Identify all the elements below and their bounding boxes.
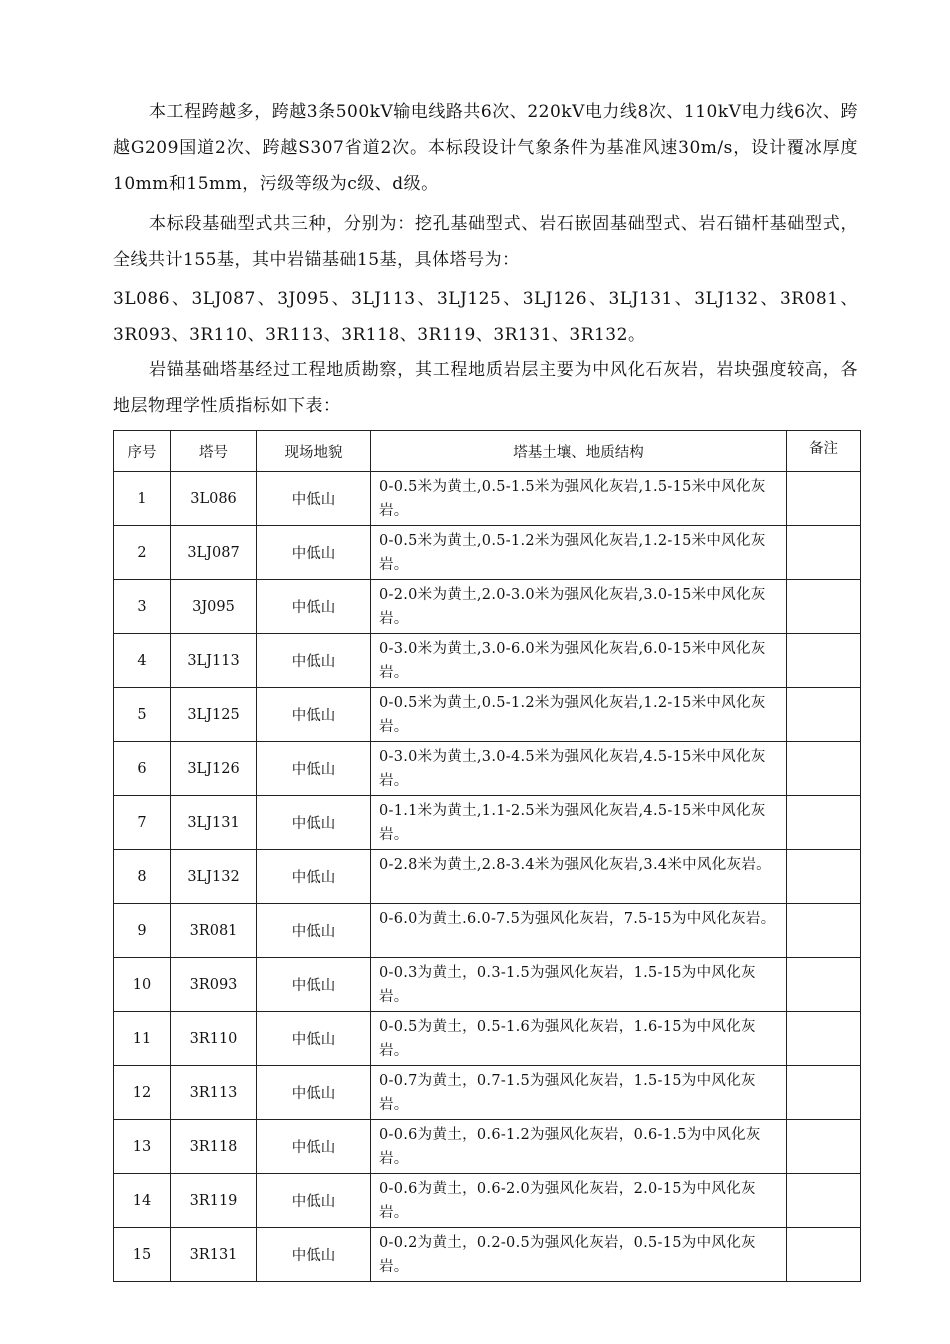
header-note: 备注 [787, 431, 861, 472]
cell-geology: 0-0.3为黄土，0.3-1.5为强风化灰岩，1.5-15为中风化灰岩。 [371, 958, 787, 1012]
cell-note [787, 958, 861, 1012]
table-header-row [114, 431, 861, 472]
cell-tower: 3LJ132 [171, 850, 257, 904]
cell-terrain: 中低山 [257, 1228, 371, 1282]
table-row [114, 1228, 861, 1282]
paragraph-foundation-types: 本标段基础型式共三种，分别为：挖孔基础型式、岩石嵌固基础型式、岩石锚杆基础型式，全线共计155基，其中岩锚基础15基，具体塔号为： [113, 214, 858, 270]
cell-terrain: 中低山 [257, 472, 371, 526]
paragraph-crossings: 本工程跨越多，跨越3条500kV输电线路共6次、220kV电力线8次、110kV电力线6次、跨越G209国道2次、跨越S307省道2次。本标段设计气象条件为基准风速30m/s，设计覆冰厚度10mm和15mm，污级等级为c级、d级。 [113, 102, 858, 194]
cell-note [787, 526, 861, 580]
cell-index: 12 [114, 1066, 171, 1120]
geology-table [113, 430, 861, 1282]
cell-terrain: 中低山 [257, 688, 371, 742]
cell-geology: 0-0.5为黄土，0.5-1.6为强风化灰岩，1.6-15为中风化灰岩。 [371, 1012, 787, 1066]
cell-note [787, 1120, 861, 1174]
cell-note [787, 1066, 861, 1120]
cell-tower: 3R081 [171, 904, 257, 958]
cell-tower: 3R113 [171, 1066, 257, 1120]
cell-geology: 0-3.0米为黄土,3.0-6.0米为强风化灰岩,6.0-15米中风化灰岩。 [371, 634, 787, 688]
cell-tower: 3R093 [171, 958, 257, 1012]
table-row [114, 1012, 861, 1066]
cell-geology: 0-0.5米为黄土,0.5-1.2米为强风化灰岩,1.2-15米中风化灰岩。 [371, 526, 787, 580]
cell-tower: 3LJ087 [171, 526, 257, 580]
header-index: 序号 [114, 431, 171, 472]
table-body [114, 472, 861, 1282]
cell-geology: 0-0.6为黄土，0.6-1.2为强风化灰岩，0.6-1.5为中风化灰岩。 [371, 1120, 787, 1174]
cell-geology: 0-1.1米为黄土,1.1-2.5米为强风化灰岩,4.5-15米中风化灰岩。 [371, 796, 787, 850]
cell-geology: 0-3.0米为黄土,3.0-4.5米为强风化灰岩,4.5-15米中风化灰岩。 [371, 742, 787, 796]
cell-index: 3 [114, 580, 171, 634]
cell-index: 14 [114, 1174, 171, 1228]
cell-geology: 0-0.5米为黄土,0.5-1.5米为强风化灰岩,1.5-15米中风化灰岩。 [371, 472, 787, 526]
cell-terrain: 中低山 [257, 1012, 371, 1066]
table-row [114, 1120, 861, 1174]
cell-terrain: 中低山 [257, 958, 371, 1012]
cell-terrain: 中低山 [257, 742, 371, 796]
cell-tower: 3LJ113 [171, 634, 257, 688]
table-row [114, 1066, 861, 1120]
cell-note [787, 1012, 861, 1066]
header-tower: 塔号 [171, 431, 257, 472]
cell-note [787, 742, 861, 796]
cell-tower: 3L086 [171, 472, 257, 526]
cell-terrain: 中低山 [257, 580, 371, 634]
cell-index: 1 [114, 472, 171, 526]
cell-geology: 0-0.2为黄土，0.2-0.5为强风化灰岩，0.5-15为中风化灰岩。 [371, 1228, 787, 1282]
cell-geology: 0-2.8米为黄土,2.8-3.4米为强风化灰岩,3.4米中风化灰岩。 [371, 850, 787, 904]
table-row [114, 472, 861, 526]
cell-tower: 3LJ126 [171, 742, 257, 796]
cell-geology: 0-0.7为黄土，0.7-1.5为强风化灰岩，1.5-15为中风化灰岩。 [371, 1066, 787, 1120]
cell-note [787, 796, 861, 850]
cell-note [787, 904, 861, 958]
cell-tower: 3J095 [171, 580, 257, 634]
cell-index: 13 [114, 1120, 171, 1174]
cell-terrain: 中低山 [257, 1066, 371, 1120]
cell-terrain: 中低山 [257, 850, 371, 904]
cell-index: 6 [114, 742, 171, 796]
cell-tower: 3R131 [171, 1228, 257, 1282]
cell-geology: 0-0.5米为黄土,0.5-1.2米为强风化灰岩,1.2-15米中风化灰岩。 [371, 688, 787, 742]
cell-geology: 0-2.0米为黄土,2.0-3.0米为强风化灰岩,3.0-15米中风化灰岩。 [371, 580, 787, 634]
cell-terrain: 中低山 [257, 634, 371, 688]
header-geology: 塔基土壤、地质结构 [371, 431, 787, 472]
paragraph-tower-list: 3L086、3LJ087、3J095、3LJ113、3LJ125、3LJ126、3LJ131、3LJ132、3R081、3R093、3R110、3R113、3R118、3R119、3R131、3R132。 [113, 289, 858, 345]
table-row [114, 742, 861, 796]
cell-index: 10 [114, 958, 171, 1012]
cell-terrain: 中低山 [257, 904, 371, 958]
table-row [114, 580, 861, 634]
cell-terrain: 中低山 [257, 796, 371, 850]
cell-index: 7 [114, 796, 171, 850]
cell-note [787, 472, 861, 526]
cell-index: 15 [114, 1228, 171, 1282]
cell-terrain: 中低山 [257, 526, 371, 580]
cell-geology: 0-6.0为黄土.6.0-7.5为强风化灰岩，7.5-15为中风化灰岩。 [371, 904, 787, 958]
cell-note [787, 850, 861, 904]
table-row [114, 526, 861, 580]
cell-index: 11 [114, 1012, 171, 1066]
table-row [114, 1174, 861, 1228]
header-terrain: 现场地貌 [257, 431, 371, 472]
cell-index: 5 [114, 688, 171, 742]
cell-geology: 0-0.6为黄土，0.6-2.0为强风化灰岩，2.0-15为中风化灰岩。 [371, 1174, 787, 1228]
table-row [114, 958, 861, 1012]
cell-terrain: 中低山 [257, 1120, 371, 1174]
cell-tower: 3R118 [171, 1120, 257, 1174]
cell-index: 8 [114, 850, 171, 904]
cell-tower: 3R110 [171, 1012, 257, 1066]
cell-tower: 3R119 [171, 1174, 257, 1228]
cell-index: 2 [114, 526, 171, 580]
paragraph-geology-intro: 岩锚基础塔基经过工程地质勘察，其工程地质岩层主要为中风化石灰岩，岩块强度较高，各地层物理学性质指标如下表： [113, 360, 858, 416]
cell-index: 4 [114, 634, 171, 688]
cell-terrain: 中低山 [257, 1174, 371, 1228]
table-row [114, 904, 861, 958]
cell-note [787, 580, 861, 634]
cell-index: 9 [114, 904, 171, 958]
table-row [114, 688, 861, 742]
cell-note [787, 1228, 861, 1282]
cell-note [787, 634, 861, 688]
cell-note [787, 688, 861, 742]
cell-note [787, 1174, 861, 1228]
cell-tower: 3LJ125 [171, 688, 257, 742]
cell-tower: 3LJ131 [171, 796, 257, 850]
table-row [114, 634, 861, 688]
table-row [114, 850, 861, 904]
table-row [114, 796, 861, 850]
